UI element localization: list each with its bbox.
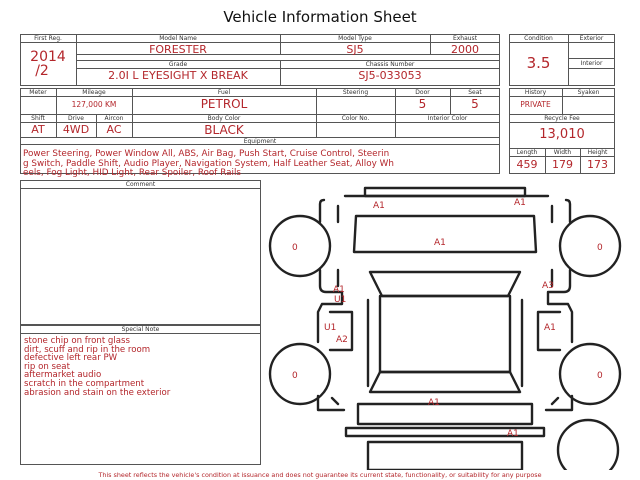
body-color-label: Body Color	[207, 115, 241, 122]
roof-outline	[380, 296, 510, 372]
length-value: 459	[516, 158, 538, 171]
aircon-label: Aircon	[104, 115, 124, 122]
color-no-label: Color No.	[341, 115, 370, 122]
model-name-value: FORESTER	[149, 43, 207, 56]
damage-mark-left-rear-u: U1	[324, 323, 337, 333]
damage-mark-right-rear: A1	[544, 323, 556, 333]
rear-panel-outline	[368, 442, 522, 470]
fuel-value: PETROL	[200, 97, 248, 111]
grade-value: 2.0I L EYESIGHT X BREAK	[108, 69, 248, 82]
special-note-item: scratch in the compartment	[24, 378, 145, 389]
chassis-number-value: SJ5-033053	[358, 69, 422, 82]
shift-value: AT	[31, 123, 45, 136]
fuel-label: Fuel	[217, 89, 231, 96]
damage-mark-rear-bottom: A1	[507, 429, 519, 439]
equipment-label: Equipment	[243, 138, 277, 145]
damage-mark-top-right: A1	[514, 198, 526, 208]
comment-label: Comment	[125, 181, 156, 188]
height-label: Height	[587, 149, 608, 156]
grade-label: Grade	[168, 61, 188, 68]
width-value: 179	[552, 158, 573, 171]
first-reg-year: 2014	[30, 49, 66, 65]
comment-box	[20, 180, 261, 325]
syaken-label: Syaken	[577, 89, 600, 96]
damage-mark-wheel-rl: 0	[292, 371, 298, 381]
equipment-line: Power Steering, Power Window All, ABS, Air Bag, Push Start, Cruise Control, Steerin	[23, 149, 390, 159]
exhaust-label: Exhaust	[452, 35, 478, 42]
aircon-value: AC	[106, 123, 122, 136]
door-label: Door	[415, 89, 430, 96]
special-note-item: aftermarket audio	[24, 370, 102, 381]
damage-mark-wheel-fl: 0	[292, 243, 298, 253]
special-note-item: rip on seat	[24, 361, 70, 372]
body-color-value: BLACK	[204, 123, 244, 137]
damage-mark-left-rear-a: A2	[336, 335, 348, 345]
history-label: History	[524, 89, 547, 96]
page-title: Vehicle Information Sheet	[223, 8, 417, 26]
wheel-rear-left-icon	[270, 344, 330, 404]
chassis-number-label: Chassis Number	[365, 61, 415, 68]
history-value: PRIVATE	[520, 100, 551, 109]
left-side-outline	[318, 200, 347, 410]
wheel-rear-right-icon	[560, 344, 620, 404]
equipment-list	[23, 150, 501, 179]
seat-value: 5	[471, 97, 479, 111]
car-damage-diagram	[262, 178, 638, 470]
damage-mark-wheel-fr: 0	[597, 243, 603, 253]
damage-mark-wheel-rr: 0	[597, 371, 603, 381]
damage-mark-rear-roof: A1	[428, 398, 440, 408]
disclaimer-footer: This sheet reflects the vehicle's condition at issuance and does not guarantee its current state, functionality, or suitability for any purpose	[98, 471, 542, 479]
special-note-list	[24, 337, 170, 397]
model-type-label: Model Type	[338, 35, 372, 42]
wheel-front-right-icon	[560, 216, 620, 276]
special-note-item: defective left rear PW	[24, 353, 118, 364]
first-reg-label: First Reg.	[34, 35, 62, 42]
special-note-item: stone chip on front glass	[24, 336, 130, 346]
first-reg-month: /2	[35, 63, 49, 79]
door-value: 5	[418, 97, 427, 111]
special-note-item: abrasion and stain on the exterior	[24, 387, 171, 398]
drive-label: Drive	[68, 115, 84, 122]
recycle-fee-label: Recycle Fee	[544, 115, 580, 122]
mileage-value: 127,000 KM	[71, 100, 117, 109]
rear-window-outline	[370, 372, 520, 392]
damage-mark-hood: A1	[434, 238, 446, 248]
shift-label: Shift	[31, 115, 45, 122]
spare-tire-icon	[558, 420, 618, 470]
damage-mark-right-front: A3	[542, 281, 554, 291]
damage-mark-top-left: A1	[373, 201, 385, 211]
special-note-label: Special Note	[121, 326, 160, 333]
special-note-item: dirt, scuff and rip in the room	[24, 344, 151, 355]
exterior-label: Exterior	[579, 35, 604, 42]
exhaust-value: 2000	[451, 43, 479, 56]
condition-value: 3.5	[526, 54, 551, 72]
wheel-front-left-icon	[270, 216, 330, 276]
equipment-line: eels, Fog Light, HID Light, Rear Spoiler, Roof Rails	[23, 168, 241, 179]
meter-label: Meter	[29, 89, 47, 96]
right-side-outline	[546, 200, 572, 410]
mileage-label: Mileage	[82, 89, 106, 96]
equipment-line: g Switch, Paddle Shift, Audio Player, Navigation System, Half Leather Seat, Alloy Wh	[23, 158, 394, 169]
width-label: Width	[553, 149, 572, 156]
model-name-label: Model Name	[159, 35, 197, 42]
steering-label: Steering	[342, 89, 369, 96]
model-type-value: SJ5	[346, 43, 364, 56]
interior-label: Interior	[580, 60, 603, 67]
length-label: Length	[516, 149, 538, 156]
drive-value: 4WD	[62, 123, 90, 136]
recycle-fee-value: 13,010	[539, 127, 585, 142]
damage-mark-left-front-a: A1	[333, 285, 345, 295]
damage-mark-left-front-u: U1	[334, 295, 347, 305]
seat-label: Seat	[468, 89, 482, 96]
rear-gate-outline	[358, 404, 532, 424]
windshield-outline	[370, 272, 520, 296]
interior-color-label: Interior Color	[427, 115, 468, 122]
height-value: 173	[587, 158, 608, 171]
condition-label: Condition	[524, 35, 553, 42]
